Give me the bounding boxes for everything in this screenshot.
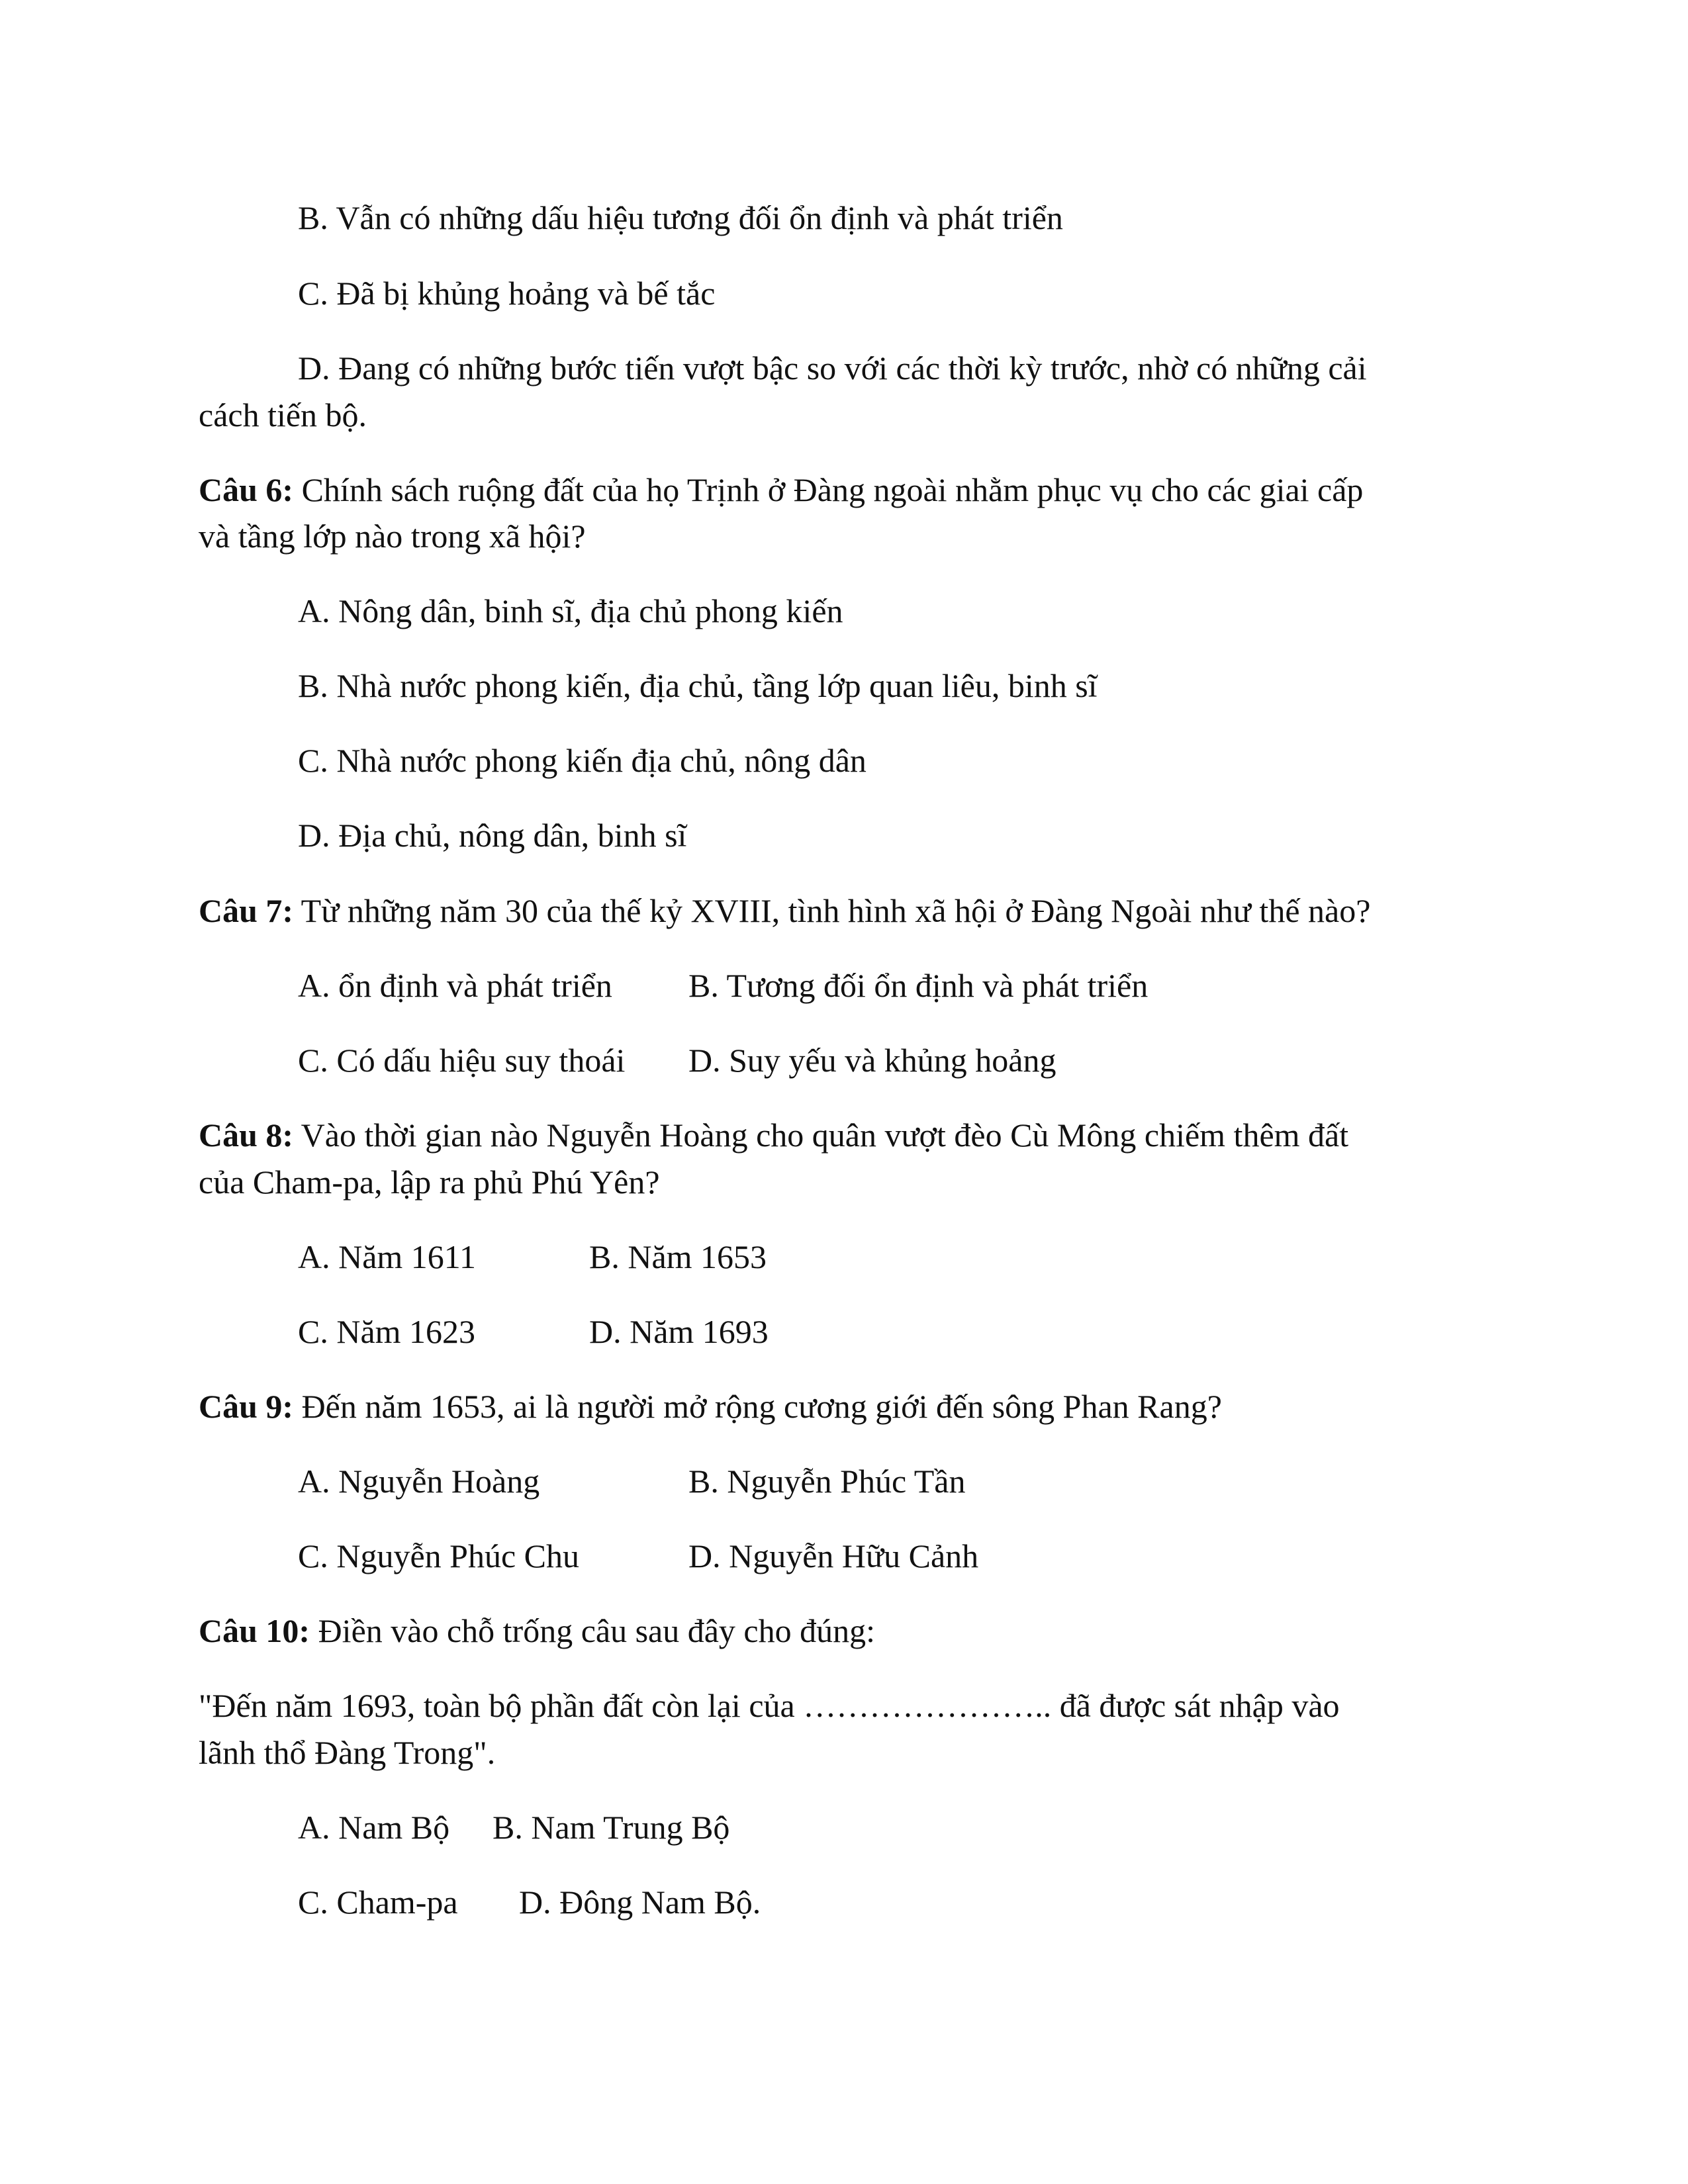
q5-option-c: C. Đã bị khủng hoảng và bế tắc	[298, 275, 716, 312]
q7-option-d: D. Suy yếu và khủng hoảng	[688, 1042, 1056, 1079]
q10-option-c: C. Cham-pa	[298, 1884, 458, 1921]
q7-label: Câu 7:	[199, 892, 294, 929]
q7-question	[199, 891, 1370, 931]
q9-option-a: A. Nguyễn Hoàng	[298, 1463, 540, 1500]
q10-text: Điền vào chỗ trống câu sau đây cho đúng:	[310, 1612, 876, 1649]
q10-option-d: D. Đông Nam Bộ.	[519, 1884, 761, 1921]
q8-text: Vào thời gian nào Nguyễn Hoàng cho quân vượt đèo Cù Mông chiếm thêm đất	[293, 1116, 1349, 1154]
q8-label: Câu 8:	[199, 1116, 294, 1154]
q7-option-b: B. Tương đối ổn định và phát triển	[688, 967, 1149, 1004]
q10-quote-line2: lãnh thổ Đàng Trong".	[199, 1734, 496, 1771]
q6-option-d: D. Địa chủ, nông dân, binh sĩ	[298, 817, 687, 854]
q9-question	[199, 1387, 1222, 1426]
q9-label: Câu 9:	[199, 1388, 294, 1425]
q10-option-a: A. Nam Bộ	[298, 1809, 450, 1846]
q6-question-line2: và tầng lớp nào trong xã hội?	[199, 518, 586, 555]
q7-text: Từ những năm 30 của thế kỷ XVIII, tình hình xã hội ở Đàng Ngoài như thế nào?	[293, 892, 1371, 929]
q5-option-d-line2: cách tiến bộ.	[199, 396, 367, 433]
q8-option-b: B. Năm 1653	[589, 1238, 767, 1275]
q8-option-c: C. Năm 1623	[298, 1313, 476, 1350]
q9-option-c: C. Nguyễn Phúc Chu	[298, 1537, 579, 1574]
q10-question	[199, 1611, 875, 1651]
q8-question-line2: của Cham-pa, lập ra phủ Phú Yên?	[199, 1163, 660, 1201]
q7-option-c: C. Có dấu hiệu suy thoái	[298, 1042, 626, 1079]
q10-quote-line1: "Đến năm 1693, toàn bộ phần đất còn lại của ………………….. đã được sát nhập vào	[199, 1687, 1340, 1724]
q5-option-b: B. Vẫn có những dấu hiệu tương đối ổn định và phát triển	[298, 199, 1063, 236]
q9-option-b: B. Nguyễn Phúc Tần	[688, 1463, 966, 1500]
q6-option-c: C. Nhà nước phong kiến địa chủ, nông dân	[298, 742, 867, 779]
q8-question-line1	[199, 1115, 1348, 1155]
q6-text: Chính sách ruộng đất của họ Trịnh ở Đàng ngoài nhằm phục vụ cho các giai cấp	[293, 471, 1364, 508]
q7-option-a: A. ổn định và phát triển	[298, 967, 612, 1004]
q5-option-d-line1: D. Đang có những bước tiến vượt bậc so với các thời kỳ trước, nhờ có những cải	[298, 349, 1367, 387]
q6-question-line1	[199, 470, 1363, 510]
q8-option-a: A. Năm 1611	[298, 1238, 476, 1275]
q6-option-a: A. Nông dân, binh sĩ, địa chủ phong kiến	[298, 592, 843, 629]
q6-option-b: B. Nhà nước phong kiến, địa chủ, tầng lớp quan liêu, binh sĩ	[298, 667, 1098, 704]
q9-text: Đến năm 1653, ai là người mở rộng cương giới đến sông Phan Rang?	[293, 1388, 1222, 1425]
q9-option-d: D. Nguyễn Hữu Cảnh	[688, 1537, 979, 1574]
q8-option-d: D. Năm 1693	[589, 1313, 769, 1350]
q10-option-b: B. Nam Trung Bộ	[492, 1809, 730, 1846]
q10-label: Câu 10:	[199, 1612, 310, 1649]
q6-label: Câu 6:	[199, 471, 294, 508]
